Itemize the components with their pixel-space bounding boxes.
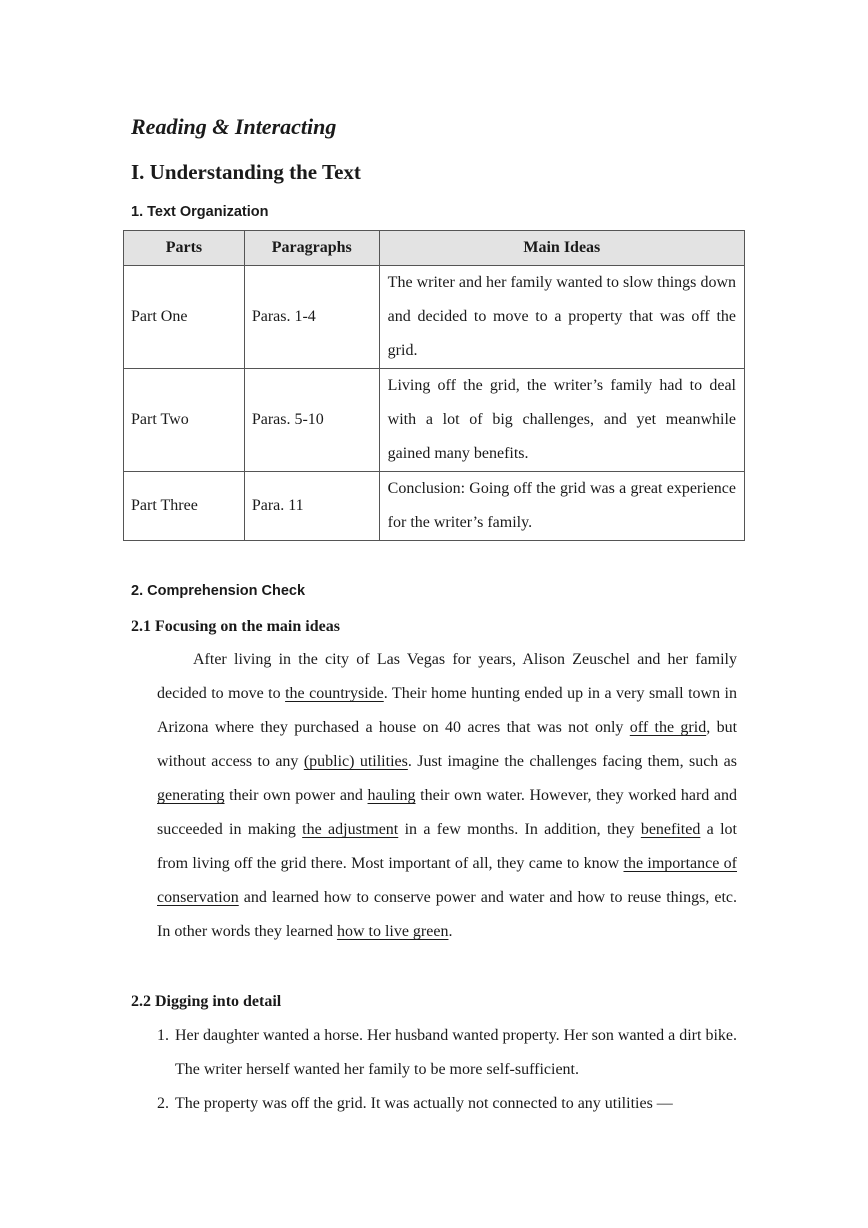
summary-text: their own power and — [224, 787, 368, 804]
main-idea-cell: Conclusion: Going off the grid was a great experience for the writer’s family. — [379, 472, 744, 541]
digging-detail-heading: 2.2 Digging into detail — [131, 993, 282, 1010]
part-cell: Part One — [124, 266, 245, 369]
summary-text: and learned how to conserve power and water and how to reuse things, etc. In other words they learned — [157, 889, 737, 940]
main-ideas-heading: 2.1 Focusing on the main ideas — [131, 618, 340, 635]
main-idea-cell: Living off the grid, the writer’s family had to deal with a lot of big challenges, and yet meanwhile gained many benefits. — [379, 369, 744, 472]
answer-blank: generating — [157, 787, 225, 804]
item-number: 1. — [157, 1027, 169, 1044]
text-organization-heading: 1. Text Organization — [131, 204, 269, 220]
section-title: Reading & Interacting — [131, 114, 337, 139]
table-row — [124, 266, 745, 369]
summary-text: . Their home hunting ended up in a very small town in Arizona where they purchased a house on 40 acres that was not only — [157, 685, 738, 736]
text-organization-table — [123, 230, 745, 541]
comprehension-check-heading: 2. Comprehension Check — [131, 583, 306, 599]
answer-blank: benefited — [640, 821, 701, 838]
item-number: 2. — [157, 1095, 169, 1112]
answer-blank: the importance of conservation — [157, 855, 738, 906]
item-text: Her daughter wanted a horse. Her husband wanted property. Her son wanted a dirt bike. The writer herself wanted her family to be more self-sufficient. — [175, 1027, 737, 1078]
answer-blank: (public) utilities — [303, 753, 408, 770]
table-row — [124, 472, 745, 541]
answer-blank: hauling — [367, 787, 416, 804]
part-cell: Part Two — [124, 369, 245, 472]
summary-paragraph — [157, 643, 737, 949]
item-text: The property was off the grid. It was actually not connected to any utilities — — [175, 1095, 673, 1112]
main-idea-cell: The writer and her family wanted to slow things down and decided to move to a property that was off the grid. — [379, 266, 744, 369]
summary-text: . — [448, 923, 453, 940]
paragraphs-cell: Para. 11 — [244, 472, 379, 541]
summary-text: . Just imagine the challenges facing them, such as — [407, 753, 737, 770]
summary-text: their own water. However, they worked hard and succeeded in making — [157, 787, 737, 838]
summary-text: , but without access to any — [157, 719, 738, 770]
detail-list — [157, 1019, 737, 1121]
part-title: I. Understanding the Text — [131, 160, 361, 184]
column-header: Paragraphs — [244, 231, 379, 266]
part-cell: Part Three — [124, 472, 245, 541]
answer-blank: off the grid — [629, 719, 707, 736]
answer-blank: the countryside — [285, 685, 384, 702]
column-header: Parts — [124, 231, 245, 266]
paragraphs-cell: Paras. 5-10 — [244, 369, 379, 472]
summary-text: in a few months. In addition, they — [398, 821, 641, 838]
table-header-row — [124, 231, 745, 266]
answer-blank: how to live green — [336, 923, 449, 940]
table-row — [124, 369, 745, 472]
paragraphs-cell: Paras. 1-4 — [244, 266, 379, 369]
answer-blank: the adjustment — [302, 821, 399, 838]
summary-text: a lot from living off the grid there. Most important of all, they came to know — [157, 821, 738, 872]
list-item — [157, 1019, 737, 1087]
list-item — [157, 1087, 737, 1121]
summary-text: After living in the city of Las Vegas for years, Alison Zeuschel and her family decided to move to — [157, 651, 737, 702]
column-header: Main Ideas — [379, 231, 744, 266]
